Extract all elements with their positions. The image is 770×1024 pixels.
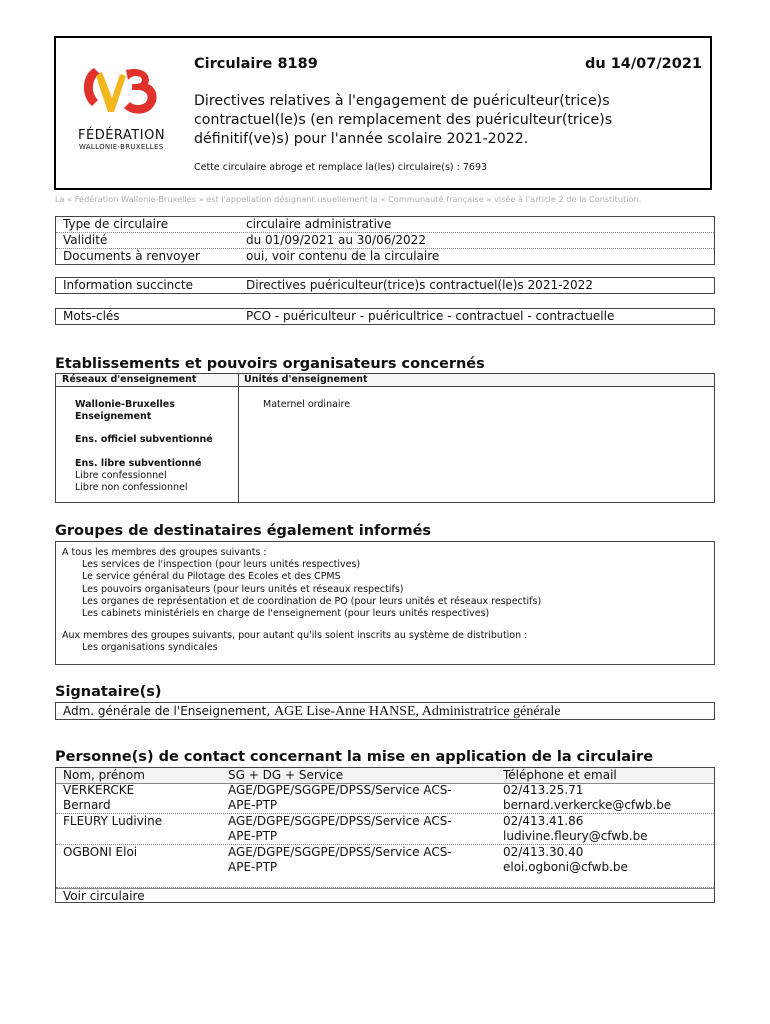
directive-line: contractuel(le)s (en remplacement des puériculteur(trice)s [194, 112, 613, 128]
contact-service-line1: AGE/DGPE/SGGPE/DPSS/Service ACS- [228, 783, 452, 797]
contact-name-line1: OGBONI Eloi [63, 845, 138, 859]
contact-name-line2: Bernard [63, 798, 111, 812]
documents-label: Documents à renvoyer [63, 249, 200, 263]
reseau-libre-conf: Libre confessionnel [75, 470, 167, 481]
groupes-title: Groupes de destinataires également informés [55, 523, 432, 539]
contact-service-line2: APE-PTP [228, 798, 278, 812]
info-table-mots [55, 308, 715, 325]
contact-phone: 02/413.41.86 [503, 814, 584, 828]
directive-line: Directives relatives à l'engagement de puériculteur(trice)s [194, 93, 610, 109]
info-row-documents [56, 249, 714, 264]
reseau-libre [75, 458, 201, 494]
contact-name-line1: VERKERCKE [63, 783, 135, 797]
reseau-libre-nonconf: Libre non confessionnel [75, 482, 188, 493]
contact-table [55, 767, 715, 903]
reseau-officiel: Ens. officiel subventionné [75, 434, 213, 445]
contact-phone-email [503, 783, 671, 813]
col-nom-header: Nom, prénom [63, 768, 145, 782]
contact-title: Personne(s) de contact concernant la mise en application de la circulaire [55, 749, 654, 765]
col-service-header: SG + DG + Service [228, 768, 344, 782]
groupes-item: Les cabinets ministériels en charge de l'enseignement (pour leurs unités respectives) [82, 608, 490, 620]
col-telephone-header: Téléphone et email [503, 768, 617, 782]
groupes-intro1: A tous les membres des groupes suivants : [62, 547, 267, 558]
unite-maternel: Maternel ordinaire [263, 399, 351, 410]
groupes-intro2: Aux membres des groupes suivants, pour autant qu'ils soient inscrits au système de distribution : [62, 630, 528, 642]
logo-text: FÉDÉRATION [78, 128, 166, 143]
groupes-item: Les organes de représentation et de coordination de PO (pour leurs unités et réseaux respectifs) [82, 595, 542, 607]
reseau-wb [75, 399, 175, 423]
contact-name [63, 783, 134, 813]
contact-service-line1: AGE/DGPE/SGGPE/DPSS/Service ACS- [228, 814, 452, 828]
contact-row [56, 814, 714, 845]
reseaux-header [56, 374, 714, 387]
mots-value: PCO - puériculteur - puéricultrice - contractuel - contractuelle [246, 309, 615, 323]
legal-note: La « Fédération Wallonie-Bruxelles » est l'appellation désignant usuellement la « Communauté française » visée à l'article 2 de la Constitution. [55, 194, 642, 204]
reseau-libre-title: Ens. libre subventionné [75, 458, 202, 469]
documents-value: oui, voir contenu de la circulaire [246, 249, 440, 263]
contact-email[interactable]: ludivine.fleury@cfwb.be [503, 829, 648, 843]
info-row-validite [56, 233, 714, 249]
groupes-box [55, 541, 715, 665]
abroge-note: Cette circulaire abroge et remplace la(les) circulaire(s) : 7693 [194, 162, 488, 173]
column-divider [238, 374, 239, 502]
info-table-information [55, 277, 715, 294]
contact-phone: 02/413.30.40 [503, 845, 584, 859]
signataire-title: Signataire(s) [55, 684, 162, 700]
col-reseaux-header: Réseaux d'enseignement [62, 374, 197, 385]
contact-footer-row [56, 888, 714, 904]
signataire-prefix: Adm. générale de l'Enseignement, [63, 704, 271, 718]
type-label: Type de circulaire [63, 217, 169, 231]
info-row-information [56, 278, 714, 293]
circulaire-date: du 14/07/2021 [584, 56, 702, 72]
validite-label: Validité [63, 233, 108, 247]
title-row [194, 56, 702, 72]
contact-name [63, 845, 137, 860]
col-unites-header: Unités d'enseignement [244, 374, 368, 385]
contact-email[interactable]: eloi.ogboni@cfwb.be [503, 860, 628, 874]
contact-service-line2: APE-PTP [228, 860, 278, 874]
information-label: Information succincte [63, 278, 193, 292]
contact-service-line1: AGE/DGPE/SGGPE/DPSS/Service ACS- [228, 845, 452, 859]
reseaux-table [55, 373, 715, 503]
reseau-wb-line1: Wallonie-Bruxelles [75, 399, 175, 410]
contact-phone-email [503, 814, 648, 844]
contact-header-row [56, 768, 714, 784]
voir-circulaire-link[interactable]: Voir circulaire [63, 889, 145, 903]
contact-email[interactable]: bernard.verkercke@cfwb.be [503, 798, 672, 812]
contact-service [228, 783, 518, 813]
signataire-box [55, 702, 715, 720]
federation-logo [72, 62, 182, 154]
directive-line: définitif(ve)s) pour l'année scolaire 2021-2022. [194, 131, 529, 147]
mots-label: Mots-clés [63, 309, 120, 323]
reseau-wb-line2: Enseignement [75, 411, 152, 422]
contact-name-line1: FLEURY Ludivine [63, 814, 163, 828]
type-value: circulaire administrative [246, 217, 392, 231]
groupes-item: Le service général du Pilotage des Ecoles et des CPMS [82, 571, 341, 583]
groupes-item: Les organisations syndicales [82, 642, 218, 654]
contact-phone-email [503, 845, 628, 875]
contact-service [228, 814, 518, 844]
directive-title [194, 92, 664, 149]
info-table-main [55, 216, 715, 265]
contact-name [63, 814, 162, 829]
contact-service-line2: APE-PTP [228, 829, 278, 843]
etablissements-title: Etablissements et pouvoirs organisateurs concernés [55, 356, 485, 372]
info-row-mots [56, 309, 714, 324]
contact-row [56, 845, 714, 888]
signataire-name: AGE Lise-Anne HANSE, Administratrice générale [273, 704, 561, 719]
groupes-item: Les pouvoirs organisateurs (pour leurs unités et réseaux respectifs) [82, 583, 404, 595]
logo-subtext: WALLONIE-BRUXELLES [79, 143, 164, 151]
contact-phone: 02/413.25.71 [503, 783, 584, 797]
information-value: Directives puériculteur(trice)s contractuel(le)s 2021-2022 [246, 278, 593, 292]
info-row-type [56, 217, 714, 233]
contact-service [228, 845, 518, 875]
groupes-item: Les services de l'inspection (pour leurs unités respectives) [82, 559, 361, 571]
circulaire-number: Circulaire 8189 [194, 56, 318, 72]
validite-value: du 01/09/2021 au 30/06/2022 [246, 233, 426, 247]
contact-row [56, 783, 714, 814]
